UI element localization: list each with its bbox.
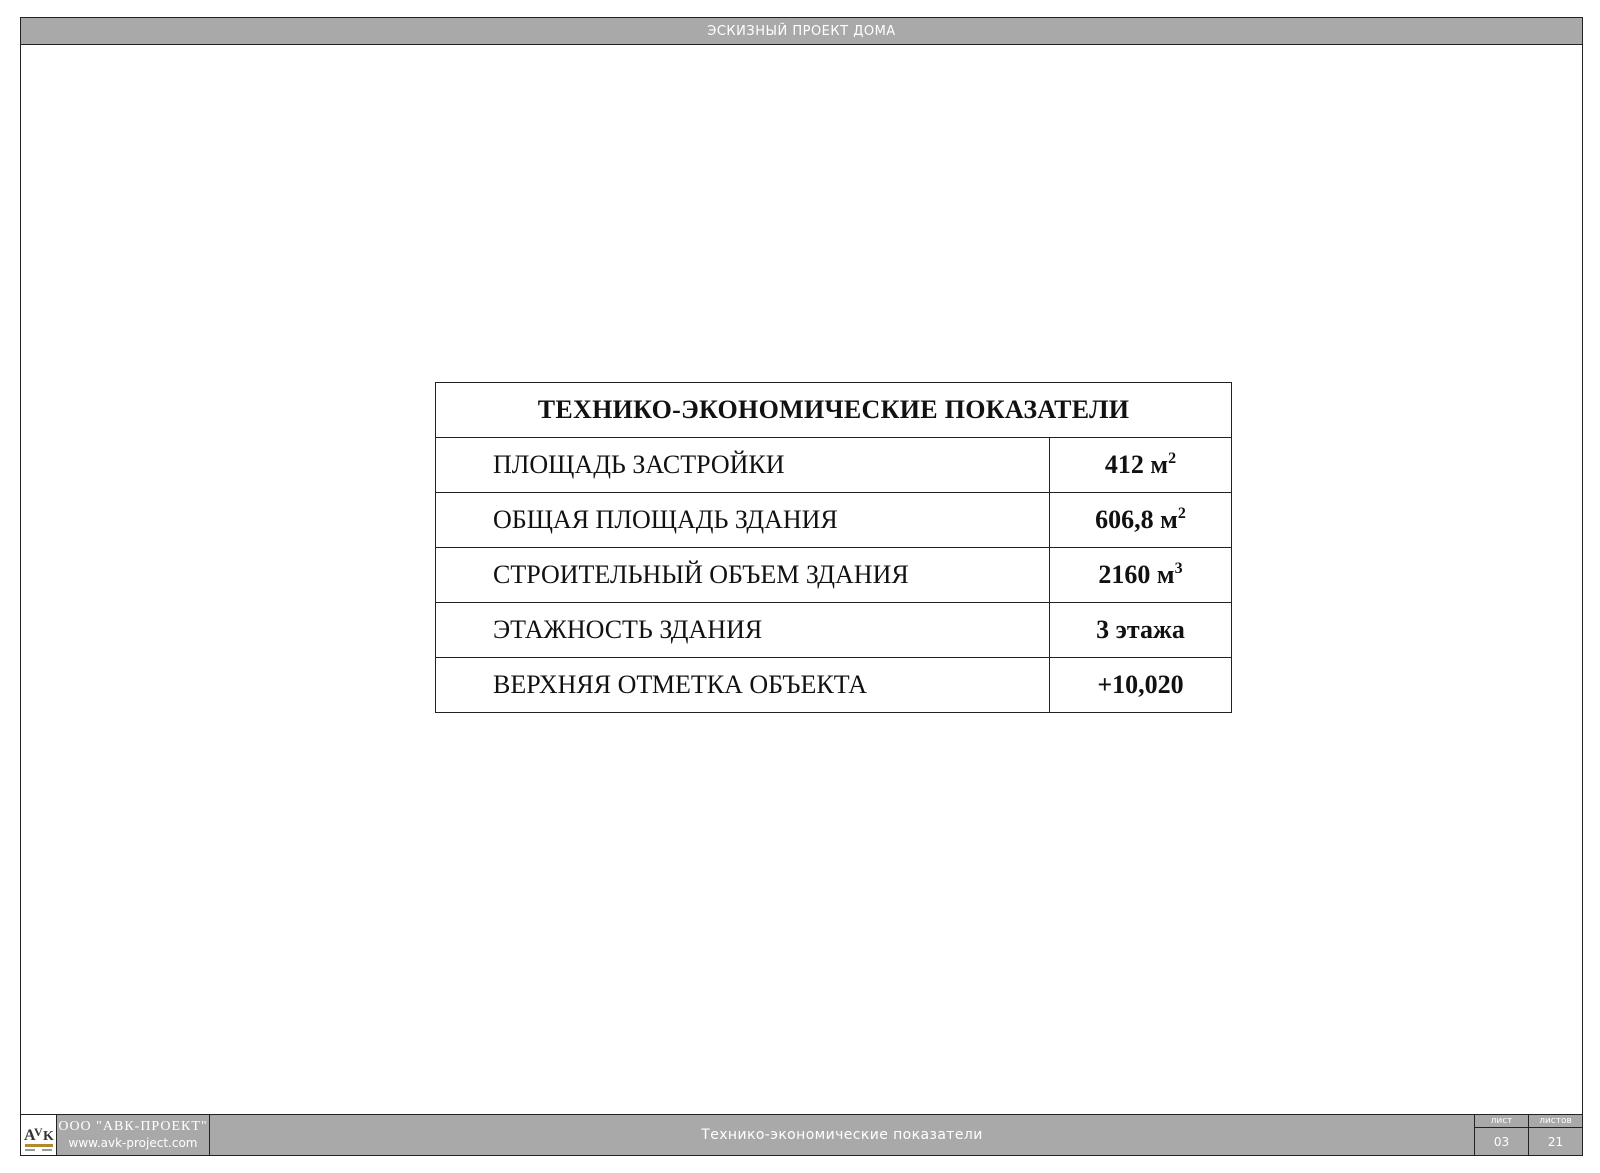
table-row (436, 603, 1232, 658)
sheets-value: 21 (1547, 1134, 1564, 1149)
technical-indicators-table (435, 382, 1232, 713)
table-header-row (436, 383, 1232, 438)
row-label: ЭТАЖНОСТЬ ЗДАНИЯ (436, 603, 1050, 658)
row-label: ОБЩАЯ ПЛОЩАДЬ ЗДАНИЯ (436, 493, 1050, 548)
row-label: ПЛОЩАДЬ ЗАСТРОЙКИ (436, 438, 1050, 493)
sheet-title: Технико-экономические показатели (701, 1127, 983, 1143)
value-text: 2160 м (1098, 560, 1175, 589)
table-title: ТЕХНИКО-ЭКОНОМИЧЕСКИЕ ПОКАЗАТЕЛИ (436, 383, 1232, 438)
sheets-total-cell (1528, 1115, 1582, 1155)
drawing-sheet (20, 17, 1583, 1156)
sheet-title-cell (210, 1115, 1474, 1155)
value-text: +10,020 (1097, 670, 1184, 699)
avk-logo-icon (22, 1116, 56, 1154)
value-text: 3 этажа (1096, 615, 1185, 644)
sheet-value: 03 (1493, 1134, 1510, 1149)
project-title: ЭСКИЗНЫЙ ПРОЕКТ ДОМА (707, 23, 896, 39)
unit-exponent: 3 (1174, 560, 1183, 577)
row-label: ВЕРХНЯЯ ОТМЕТКА ОБЪЕКТА (436, 658, 1050, 713)
svg-text:K: K (42, 1129, 54, 1144)
value-text: 606,8 м (1095, 505, 1178, 534)
sheet-label: лист (1475, 1115, 1528, 1128)
value-text: 412 м (1104, 450, 1169, 479)
company-name: ООО "АВК-ПРОЕКТ" (58, 1119, 208, 1134)
row-value (1050, 548, 1232, 603)
table-row (436, 493, 1232, 548)
unit-exponent: 2 (1177, 505, 1186, 522)
row-value (1050, 493, 1232, 548)
sheet-number-cell (1474, 1115, 1528, 1155)
row-value (1050, 658, 1232, 713)
row-label: СТРОИТЕЛЬНЫЙ ОБЪЕМ ЗДАНИЯ (436, 548, 1050, 603)
title-block (21, 1114, 1582, 1155)
sheets-label: листов (1529, 1115, 1582, 1128)
table-row (436, 548, 1232, 603)
table-row (436, 438, 1232, 493)
svg-text:A: A (23, 1127, 36, 1144)
row-value (1050, 603, 1232, 658)
company-url: www.avk-project.com (68, 1136, 198, 1150)
unit-exponent: 2 (1168, 450, 1177, 467)
svg-text:V: V (33, 1125, 43, 1139)
company-logo (21, 1115, 57, 1155)
company-info (57, 1115, 210, 1155)
table-row (436, 658, 1232, 713)
row-value (1050, 438, 1232, 493)
project-title-bar (21, 18, 1582, 45)
